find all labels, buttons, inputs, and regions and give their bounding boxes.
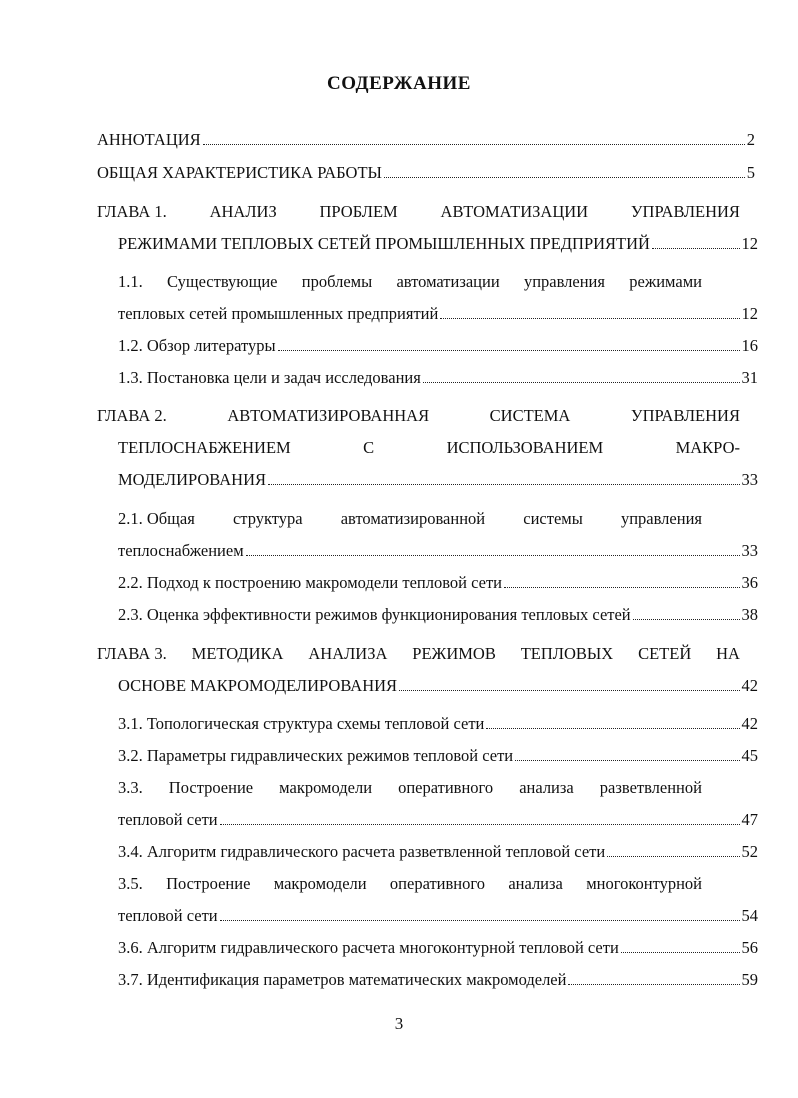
toc-word: 3.3. — [118, 778, 143, 797]
toc-section-1-3[interactable] — [118, 367, 758, 389]
toc-page-number: 31 — [741, 368, 758, 387]
toc-section-2-1[interactable] — [118, 540, 758, 562]
toc-word: Существующие — [167, 272, 278, 291]
toc-word: Построение — [168, 778, 254, 797]
dot-leader — [621, 952, 740, 953]
dot-leader — [504, 587, 740, 588]
toc-word: управления — [523, 272, 605, 291]
toc-section-3-7[interactable] — [118, 969, 758, 991]
toc-section-3-1[interactable] — [118, 713, 758, 735]
toc-section-3-4[interactable] — [118, 841, 758, 863]
dot-leader — [399, 690, 739, 691]
dot-leader — [220, 824, 740, 825]
toc-chapter-2[interactable] — [118, 469, 758, 491]
toc-entry-label: теплоснабжением — [118, 541, 244, 560]
toc-word: АВТОМАТИЗАЦИИ — [440, 202, 589, 221]
toc-section-3-3-heading[interactable] — [118, 777, 702, 799]
toc-word: 2.1. Общая — [118, 509, 195, 528]
toc-chapter-1-heading[interactable] — [97, 201, 740, 223]
toc-word: АНАЛИЗ — [209, 202, 277, 221]
toc-entry-label: 2.2. Подход к построению макромодели тепловой сети — [118, 573, 502, 592]
toc-section-1-1-heading[interactable] — [118, 271, 702, 293]
dot-leader — [568, 984, 739, 985]
toc-section-1-1[interactable] — [118, 303, 758, 325]
toc-word: автоматизированной — [340, 509, 486, 528]
toc-word: структура — [232, 509, 303, 528]
toc-section-2-2[interactable] — [118, 572, 758, 594]
toc-word: автоматизации — [396, 272, 500, 291]
toc-word: разветвленной — [599, 778, 702, 797]
toc-page-number: 54 — [741, 906, 758, 925]
toc-word: макромодели — [273, 874, 367, 893]
toc-word: управления — [620, 509, 702, 528]
dot-leader — [268, 484, 739, 485]
dot-leader — [220, 920, 740, 921]
toc-word: 1.1. — [118, 272, 143, 291]
toc-section-2-1-heading[interactable] — [118, 508, 702, 530]
toc-page-number: 52 — [741, 842, 758, 861]
toc-word: проблемы — [301, 272, 373, 291]
toc-entry-label: 1.3. Постановка цели и задач исследования — [118, 368, 421, 387]
toc-section-2-3[interactable] — [118, 604, 758, 626]
toc-word: АНАЛИЗА — [308, 644, 388, 663]
dot-leader — [633, 619, 740, 620]
toc-word: ГЛАВА 3. — [97, 644, 167, 663]
toc-word: АВТОМАТИЗИРОВАННАЯ — [227, 406, 430, 425]
toc-word: оперативного — [389, 874, 485, 893]
toc-word: макромодели — [279, 778, 373, 797]
toc-section-3-6[interactable] — [118, 937, 758, 959]
toc-page-number: 42 — [741, 676, 758, 695]
toc-word: ТЕПЛОСНАБЖЕНИЕМ — [118, 438, 291, 457]
dot-leader — [607, 856, 739, 857]
toc-page-number: 16 — [741, 336, 758, 355]
toc-entry-label: 2.3. Оценка эффективности режимов функционирования тепловых сетей — [118, 605, 631, 624]
toc-word: 3.5. — [118, 874, 143, 893]
toc-entry-label: тепловой сети — [118, 906, 218, 925]
toc-page-number: 5 — [746, 163, 755, 182]
toc-page-number: 12 — [741, 304, 758, 323]
dot-leader — [246, 555, 740, 556]
toc-word: анализа — [508, 874, 563, 893]
toc-word: Построение — [166, 874, 251, 893]
toc-word: ГЛАВА 2. — [97, 406, 167, 425]
toc-word: ГЛАВА 1. — [97, 202, 167, 221]
dot-leader — [440, 318, 739, 319]
toc-entry-label: 3.2. Параметры гидравлических режимов тепловой сети — [118, 746, 514, 765]
toc-page-number: 45 — [741, 746, 758, 765]
toc-entry-label: МОДЕЛИРОВАНИЯ — [118, 470, 267, 489]
dot-leader — [515, 760, 739, 761]
toc-entry-label: тепловых сетей промышленных предприятий — [118, 304, 439, 323]
toc-entry-label: АННОТАЦИЯ — [97, 130, 201, 149]
toc-page-number: 38 — [741, 605, 758, 624]
dot-leader — [278, 350, 740, 351]
toc-chapter-1[interactable] — [118, 233, 758, 255]
toc-word: РЕЖИМОВ — [412, 644, 496, 663]
toc-word: ПРОБЛЕМ — [319, 202, 398, 221]
toc-chapter-3[interactable] — [118, 675, 758, 697]
toc-entry-label: ОБЩАЯ ХАРАКТЕРИСТИКА РАБОТЫ — [97, 163, 382, 182]
dot-leader — [423, 382, 740, 383]
toc-section-3-2[interactable] — [118, 745, 758, 767]
toc-page-number: 2 — [746, 130, 755, 149]
toc-entry-label: тепловой сети — [118, 810, 218, 829]
toc-entry-label: 1.2. Обзор литературы — [118, 336, 276, 355]
toc-word: С — [363, 438, 375, 457]
toc-page-number: 36 — [741, 573, 758, 592]
toc-word: оперативного — [398, 778, 494, 797]
toc-page-number: 56 — [741, 938, 758, 957]
toc-page-number: 42 — [741, 714, 758, 733]
toc-section-3-3[interactable] — [118, 809, 758, 831]
toc-entry-general[interactable] — [97, 162, 755, 184]
page-number: 3 — [394, 1014, 404, 1033]
toc-page-number: 33 — [741, 541, 758, 560]
toc-entry-label: 3.6. Алгоритм гидравлического расчета многоконтурной тепловой сети — [118, 938, 619, 957]
toc-word: СИСТЕМА — [489, 406, 571, 425]
toc-word: МАКРО- — [675, 438, 740, 457]
toc-word: системы — [523, 509, 583, 528]
toc-entry-label: 3.4. Алгоритм гидравлического расчета разветвленной тепловой сети — [118, 842, 606, 861]
toc-entry-annotation[interactable] — [97, 129, 755, 151]
toc-chapter-3-heading[interactable] — [97, 643, 740, 665]
toc-word: анализа — [519, 778, 574, 797]
toc-section-3-5-heading[interactable] — [118, 873, 702, 895]
dot-leader — [486, 728, 739, 729]
toc-word: НА — [716, 644, 740, 663]
toc-entry-label: РЕЖИМАМИ ТЕПЛОВЫХ СЕТЕЙ ПРОМЫШЛЕННЫХ ПРЕДПРИЯТИЙ — [118, 234, 650, 253]
toc-chapter-2-heading-line-2[interactable] — [118, 437, 740, 459]
toc-chapter-2-heading[interactable] — [97, 405, 740, 427]
toc-page-number: 47 — [741, 810, 758, 829]
toc-entry-label: 3.7. Идентификация параметров математических макромоделей — [118, 970, 567, 989]
toc-section-1-2[interactable] — [118, 335, 758, 357]
toc-word: УПРАВЛЕНИЯ — [630, 202, 740, 221]
dot-leader — [203, 144, 745, 145]
toc-page-number: 33 — [741, 470, 758, 489]
toc-entry-label: 3.1. Топологическая структура схемы тепловой сети — [118, 714, 485, 733]
toc-page-number: 59 — [741, 970, 758, 989]
toc-page-number: 12 — [741, 234, 758, 253]
toc-word: УПРАВЛЕНИЯ — [630, 406, 740, 425]
toc-word: ИСПОЛЬЗОВАНИЕМ — [446, 438, 604, 457]
toc-word: ТЕПЛОВЫХ — [520, 644, 614, 663]
dot-leader — [384, 177, 745, 178]
toc-entry-label: ОСНОВЕ МАКРОМОДЕЛИРОВАНИЯ — [118, 676, 398, 695]
toc-word: режимами — [629, 272, 702, 291]
toc-word: многоконтурной — [586, 874, 702, 893]
dot-leader — [652, 248, 740, 249]
toc-word: СЕТЕЙ — [638, 644, 692, 663]
page-title: СОДЕРЖАНИЕ — [327, 73, 471, 94]
toc-section-3-5[interactable] — [118, 905, 758, 927]
toc-word: МЕТОДИКА — [191, 644, 284, 663]
